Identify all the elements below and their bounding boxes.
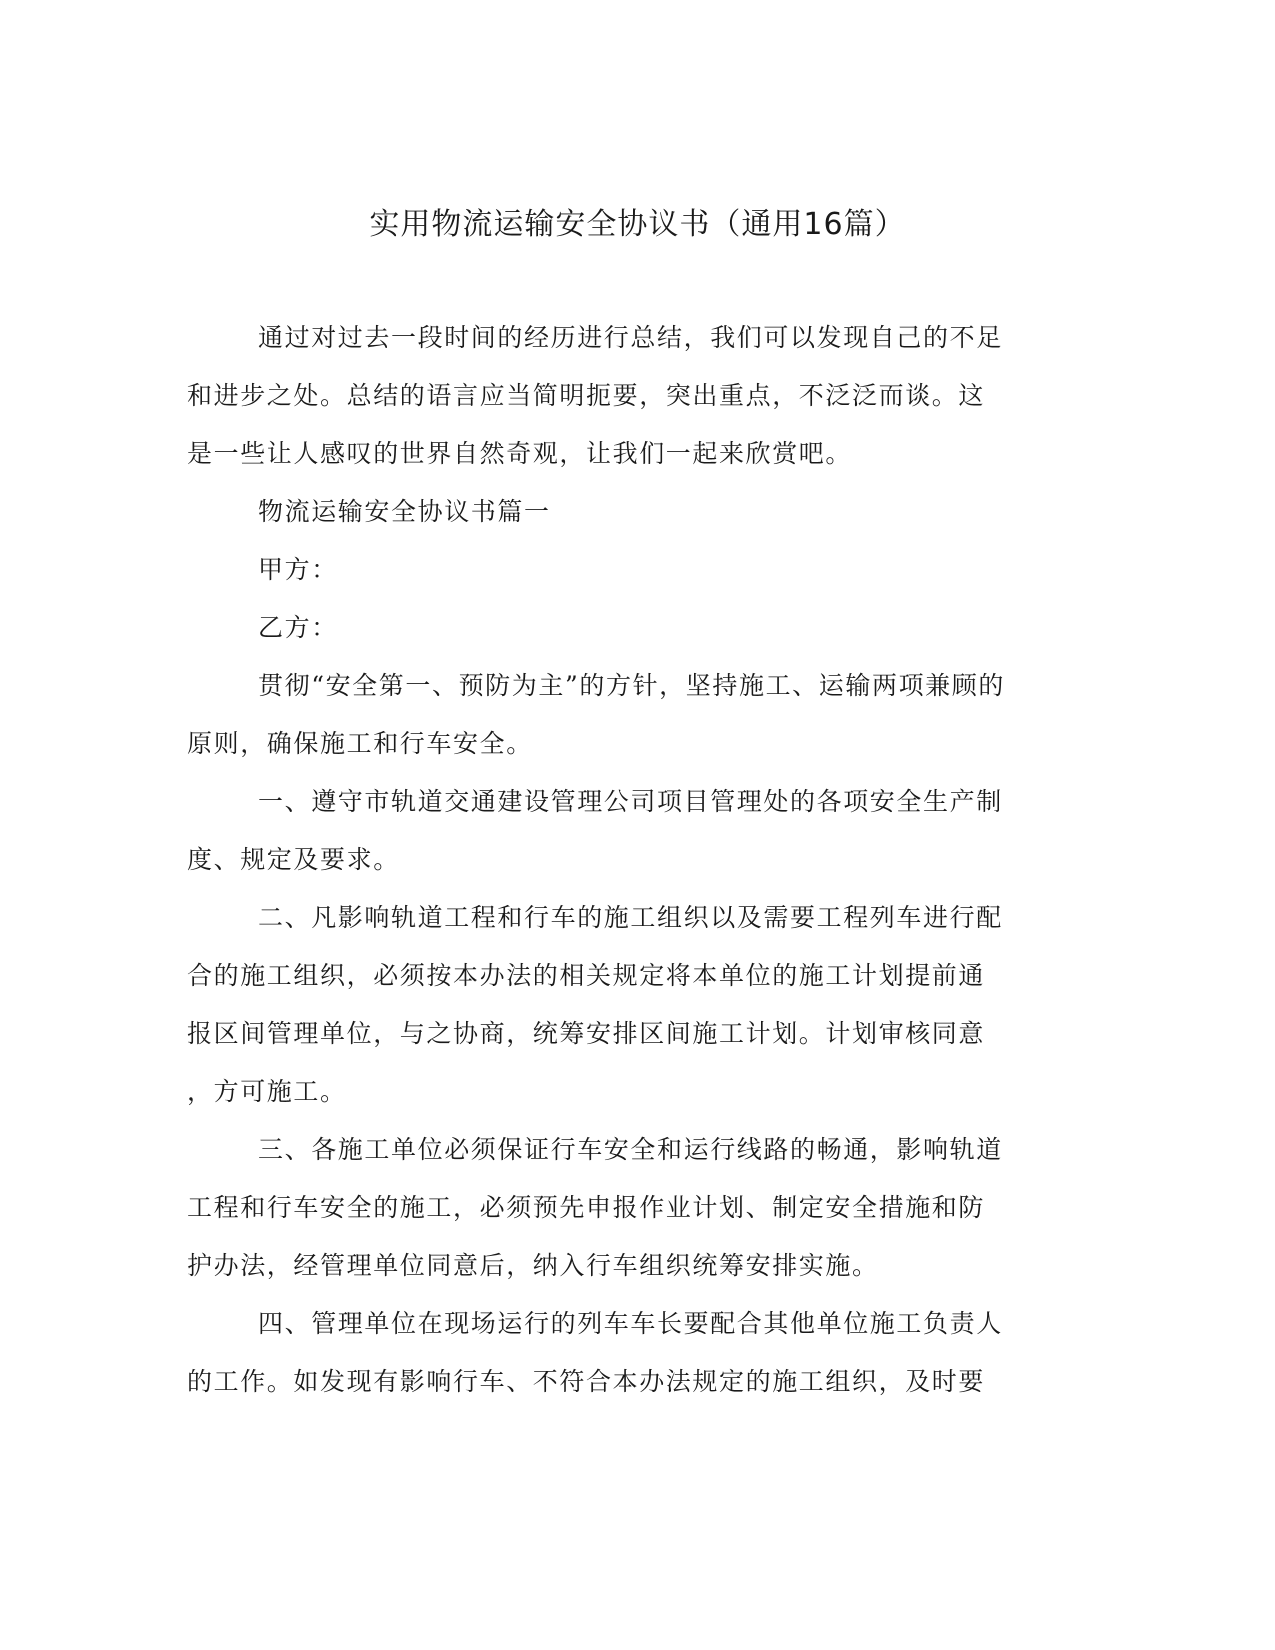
- section-heading: 物流运输安全协议书篇一: [258, 497, 551, 526]
- clause-2-line-2: 合的施工组织，必须按本办法的相关规定将本单位的施工计划提前通: [187, 961, 986, 990]
- clause-1-line-1: 一、遵守市轨道交通建设管理公司项目管理处的各项安全生产制: [258, 787, 1003, 816]
- intro-line-3: 是一些让人感叹的世界自然奇观，让我们一起来欣赏吧。: [187, 439, 853, 468]
- party-a-label: 甲方：: [258, 555, 338, 584]
- clause-2-line-4: ，方可施工。: [187, 1077, 347, 1106]
- party-b-label: 乙方：: [258, 613, 338, 642]
- intro-line-1: 通过对过去一段时间的经历进行总结，我们可以发现自己的不足: [258, 323, 1003, 352]
- clause-3-line-1: 三、各施工单位必须保证行车安全和运行线路的畅通，影响轨道: [258, 1135, 1003, 1164]
- document-title: 实用物流运输安全协议书（通用16篇）: [369, 207, 906, 242]
- policy-line-1: 贯彻“安全第一、预防为主”的方针，坚持施工、运输两项兼顾的: [258, 671, 1005, 700]
- policy-line-2: 原则，确保施工和行车安全。: [187, 729, 533, 758]
- clause-4-line-2: 的工作。如发现有影响行车、不符合本办法规定的施工组织，及时要: [187, 1367, 986, 1396]
- clause-3-line-2: 工程和行车安全的施工，必须预先申报作业计划、制定安全措施和防: [187, 1193, 986, 1222]
- clause-3-line-3: 护办法，经管理单位同意后，纳入行车组织统筹安排实施。: [187, 1251, 879, 1280]
- clause-2-line-3: 报区间管理单位，与之协商，统筹安排区间施工计划。计划审核同意: [187, 1019, 986, 1048]
- clause-1-line-2: 度、规定及要求。: [187, 845, 400, 874]
- clause-2-line-1: 二、凡影响轨道工程和行车的施工组织以及需要工程列车进行配: [258, 903, 1003, 932]
- intro-line-2: 和进步之处。总结的语言应当简明扼要，突出重点，不泛泛而谈。这: [187, 381, 986, 410]
- clause-4-line-1: 四、管理单位在现场运行的列车车长要配合其他单位施工负责人: [258, 1309, 1003, 1338]
